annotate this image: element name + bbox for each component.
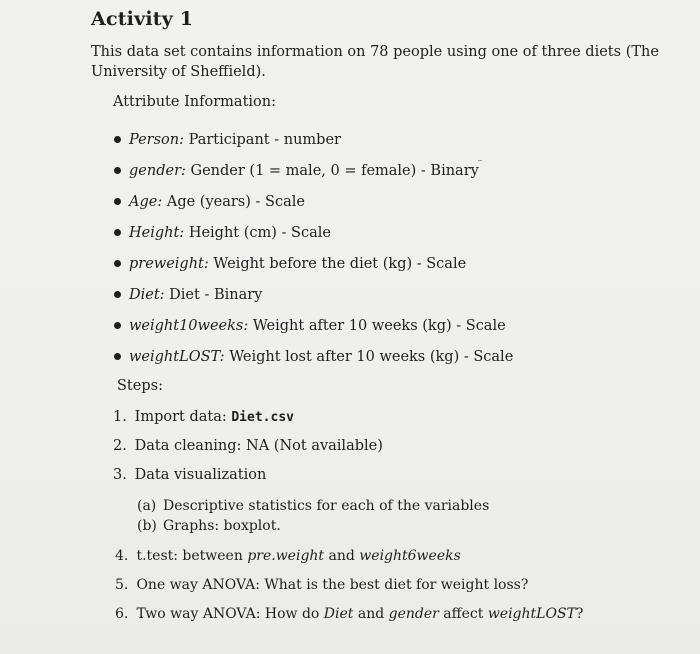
attribute-name: Person: bbox=[129, 131, 185, 148]
step-text: Data visualization bbox=[134, 467, 267, 483]
substep-number: (b) bbox=[137, 518, 157, 534]
step-import bbox=[113, 405, 383, 434]
attribute-item-person bbox=[113, 124, 513, 155]
step-text: and bbox=[324, 548, 360, 564]
bullet-icon bbox=[114, 198, 121, 205]
attribute-item-gender bbox=[113, 155, 513, 186]
step-twoway-anova bbox=[115, 602, 583, 631]
step-number: 2. bbox=[113, 438, 127, 454]
step-text: Data cleaning: NA (Not available) bbox=[134, 438, 383, 454]
attribute-desc: Weight before the diet (kg) - Scale bbox=[213, 255, 467, 272]
visualization-substeps bbox=[137, 496, 489, 536]
step-text: t.test: between bbox=[136, 548, 248, 564]
bullet-icon bbox=[114, 353, 121, 360]
step-text: One way ANOVA: What is the best diet for weight loss? bbox=[136, 577, 529, 593]
attribute-desc: Gender (1 = male, 0 = female) - Binary bbox=[190, 162, 479, 179]
step-text: affect bbox=[438, 606, 488, 622]
attribute-desc: Age (years) - Scale bbox=[166, 193, 305, 210]
attribute-item-weightlost bbox=[113, 341, 513, 372]
intro-paragraph: This data set contains information on 78 people using one of three diets (The University of Sheffield). bbox=[91, 44, 659, 80]
bullet-icon bbox=[114, 229, 121, 236]
step-ttest bbox=[115, 544, 583, 573]
attribute-item-weight10weeks bbox=[113, 310, 513, 341]
attribute-name: Height: bbox=[129, 224, 185, 241]
attribute-desc: Weight after 10 weeks (kg) - Scale bbox=[252, 317, 506, 334]
attribute-item-diet bbox=[113, 279, 513, 310]
substep-number: (a) bbox=[137, 498, 157, 514]
variable-name: pre.weight bbox=[247, 548, 325, 564]
step-text: and bbox=[353, 606, 389, 622]
variable-name: Diet bbox=[323, 606, 354, 622]
variable-name: weightLOST bbox=[487, 606, 576, 622]
bullet-icon bbox=[114, 260, 121, 267]
step-number: 4. bbox=[115, 548, 129, 564]
attribute-name: weight10weeks: bbox=[129, 317, 249, 334]
step-text: ? bbox=[575, 606, 584, 622]
attribute-item-age bbox=[113, 186, 513, 217]
step-number: 5. bbox=[115, 577, 129, 593]
step-number: 1. bbox=[113, 409, 127, 425]
attribute-desc: Diet - Binary bbox=[169, 286, 263, 303]
step-text: Two way ANOVA: How do bbox=[136, 606, 324, 622]
bullet-icon bbox=[114, 167, 121, 174]
attribute-name: Diet: bbox=[129, 286, 165, 303]
steps-heading: Steps: bbox=[117, 378, 163, 394]
step-number: 6. bbox=[115, 606, 129, 622]
substep-text: Graphs: boxplot. bbox=[163, 518, 281, 534]
step-number: 3. bbox=[113, 467, 127, 483]
variable-name: weight6weeks bbox=[359, 548, 461, 564]
file-name: Diet.csv bbox=[231, 410, 294, 425]
attribute-item-preweight bbox=[113, 248, 513, 279]
variable-name: gender bbox=[388, 606, 439, 622]
substep-graphs bbox=[137, 516, 489, 536]
step-oneway-anova bbox=[115, 573, 583, 602]
substep-text: Descriptive statistics for each of the variables bbox=[163, 498, 490, 514]
bullet-icon bbox=[114, 136, 121, 143]
attribute-name: gender: bbox=[129, 162, 186, 179]
step-cleaning bbox=[113, 434, 383, 463]
attribute-name: preweight: bbox=[129, 255, 209, 272]
step-text: Import data: bbox=[134, 409, 232, 425]
activity-title: Activity 1 bbox=[91, 8, 194, 30]
page-speck bbox=[478, 160, 482, 161]
bullet-icon bbox=[114, 322, 121, 329]
bullet-icon bbox=[114, 291, 121, 298]
attribute-list bbox=[113, 124, 513, 372]
attribute-name: weightLOST: bbox=[129, 348, 225, 365]
attribute-desc: Participant - number bbox=[188, 131, 341, 148]
attribute-name: Age: bbox=[129, 193, 163, 210]
attribute-desc: Weight lost after 10 weeks (kg) - Scale bbox=[229, 348, 514, 365]
substep-descriptive bbox=[137, 496, 489, 516]
attribute-item-height bbox=[113, 217, 513, 248]
steps-list-continued bbox=[115, 544, 583, 631]
attribute-heading: Attribute Information: bbox=[113, 94, 276, 110]
attribute-desc: Height (cm) - Scale bbox=[188, 224, 331, 241]
